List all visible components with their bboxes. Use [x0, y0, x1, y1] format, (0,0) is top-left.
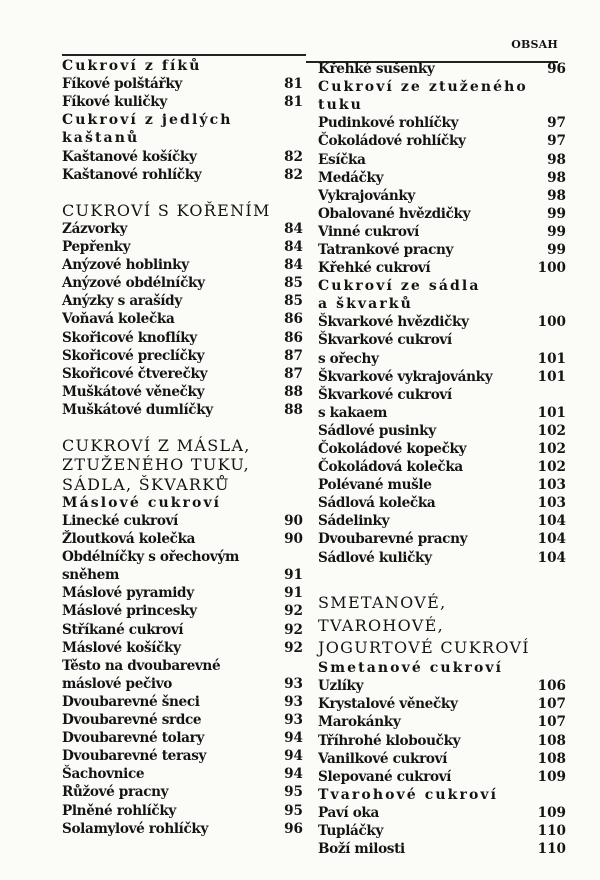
- page-number: 87: [284, 347, 303, 364]
- page-number: 101: [537, 404, 566, 421]
- toc-entry: [62, 274, 305, 292]
- page-number: 96: [284, 820, 303, 837]
- toc-entry: [318, 768, 568, 786]
- top-rule-left: [62, 54, 306, 56]
- toc-entry: [62, 220, 305, 238]
- toc-entry: [318, 512, 568, 530]
- page-number: 102: [537, 459, 566, 476]
- page-number: 87: [284, 365, 303, 382]
- toc-entry: [318, 350, 568, 368]
- page-number: 82: [284, 148, 303, 165]
- page-number: 90: [284, 531, 303, 548]
- page-number: 81: [284, 76, 303, 93]
- toc-entry: [62, 292, 305, 310]
- toc-entry: [318, 386, 568, 404]
- entry-title: CUKROVÍ Z MÁSLA,: [62, 436, 251, 456]
- entry-title: sněhem: [62, 567, 120, 584]
- entry-title: Plněné rohlíčky: [62, 802, 176, 819]
- toc-entry: [62, 329, 305, 347]
- toc-entry: [318, 440, 568, 458]
- page-number: 93: [284, 712, 303, 729]
- toc-entry: [62, 584, 305, 602]
- entry-title: Dvoubarevné srdce: [62, 712, 202, 729]
- page-number: 86: [284, 311, 303, 328]
- entry-title: Škvarkové vykrajovánky: [318, 368, 493, 385]
- chapter-heading: [318, 592, 568, 615]
- entry-title: Vinné cukroví: [318, 223, 419, 240]
- page-number: 85: [284, 275, 303, 292]
- page-number: 108: [537, 750, 566, 767]
- page-number: 101: [537, 368, 566, 385]
- toc-entry: [318, 205, 568, 223]
- entry-title: Žloutková kolečka: [62, 531, 196, 548]
- toc-entry: [318, 549, 568, 567]
- page-number: 93: [284, 693, 303, 710]
- toc-entry: [318, 241, 568, 259]
- toc-entry: [62, 365, 305, 383]
- toc-entry: [62, 693, 305, 711]
- page-number: 82: [284, 166, 303, 183]
- entry-title: máslové pečivo: [62, 675, 173, 692]
- toc-entry: [62, 657, 305, 675]
- page-number: 84: [284, 221, 303, 237]
- entry-title: Cukroví z jedlých: [62, 112, 233, 129]
- toc-entry: [318, 750, 568, 768]
- page-number: 103: [537, 495, 566, 512]
- page-number: 104: [537, 549, 566, 566]
- page-number: 102: [537, 441, 566, 458]
- toc-entry: [62, 765, 305, 783]
- entry-title: Růžové pracny: [62, 784, 169, 801]
- entry-title: Šachovnice: [62, 766, 145, 783]
- toc-entry: [318, 530, 568, 548]
- toc-entry: [318, 169, 568, 187]
- entry-title: Boží milosti: [318, 841, 405, 858]
- toc-entry: [318, 677, 568, 695]
- page-number: 101: [537, 350, 566, 367]
- page-number: 95: [284, 784, 303, 801]
- toc-entry: [318, 732, 568, 750]
- page-number: 84: [284, 239, 303, 256]
- entry-title: Tupláčky: [318, 823, 384, 840]
- entry-title: Muškátové věnečky: [62, 383, 205, 400]
- entry-title: SMETANOVÉ,: [318, 593, 447, 613]
- entry-title: Paví oka: [318, 804, 379, 821]
- section-heading: [318, 659, 568, 677]
- toc-entry: [62, 747, 305, 765]
- toc-entry: [318, 422, 568, 440]
- page-number: 97: [547, 115, 566, 132]
- toc-entry: [62, 783, 305, 801]
- entry-title: Škvarkové cukroví: [318, 332, 452, 349]
- toc-entry: [62, 711, 305, 729]
- entry-title: JOGURTOVÉ CUKROVÍ: [318, 638, 530, 658]
- toc-entry: [62, 256, 305, 274]
- entry-title: Linecké cukroví: [62, 513, 178, 530]
- page-number: 98: [547, 169, 566, 186]
- page-number: 94: [284, 730, 303, 747]
- toc-entry: [318, 259, 568, 277]
- entry-title: Obalované hvězdičky: [318, 205, 471, 222]
- toc-entry: [62, 801, 305, 819]
- page-number: 94: [284, 748, 303, 765]
- entry-title: Muškátové dumlíčky: [62, 401, 213, 418]
- entry-title: Čokoládové kopečky: [318, 441, 467, 458]
- entry-title: a škvarků: [318, 296, 413, 313]
- entry-title: Tříhrohé kloboučky: [318, 732, 461, 749]
- toc-entry: [318, 840, 568, 858]
- page-number: 92: [284, 639, 303, 656]
- toc-entry: [318, 132, 568, 150]
- page-number: 94: [284, 766, 303, 783]
- entry-title: Vykrajovánky: [318, 187, 415, 204]
- entry-title: Čokoládová kolečka: [318, 459, 463, 476]
- entry-title: Sádelinky: [318, 513, 390, 530]
- entry-title: Uzlíky: [318, 678, 364, 695]
- page-number: 110: [537, 841, 566, 858]
- entry-title: Krystalové věnečky: [318, 696, 458, 713]
- page-number: 109: [537, 768, 566, 785]
- page-number: 93: [284, 675, 303, 692]
- entry-title: Zázvorky: [62, 221, 128, 237]
- toc-entry: [318, 60, 568, 78]
- page-number: 86: [284, 329, 303, 346]
- page-number: 92: [284, 621, 303, 638]
- toc-entry: [62, 639, 305, 657]
- entry-title: tuku: [318, 97, 363, 114]
- page-number: 107: [537, 696, 566, 713]
- entry-title: s ořechy: [318, 350, 379, 367]
- entry-title: kaštanů: [62, 130, 140, 147]
- page-number: 91: [284, 567, 303, 584]
- section-heading: [318, 78, 568, 96]
- page-number: 98: [547, 187, 566, 204]
- page-number: 106: [537, 678, 566, 695]
- entry-title: Tatrankové pracny: [318, 241, 454, 258]
- page-number: 100: [537, 260, 566, 277]
- toc-entry: [318, 476, 568, 494]
- entry-title: Obdélníčky s ořechovým: [62, 549, 240, 566]
- toc-entry: [318, 822, 568, 840]
- toc-entry: [318, 223, 568, 241]
- entry-title: Anýzky s arašídy: [62, 293, 182, 310]
- section-heading: [62, 111, 305, 129]
- toc-entry: [318, 458, 568, 476]
- entry-title: Kaštanové košíčky: [62, 148, 197, 165]
- page-number: 110: [537, 823, 566, 840]
- toc-entry: [318, 187, 568, 205]
- page-number: 108: [537, 732, 566, 749]
- toc-entry: [62, 401, 305, 419]
- page-number: 95: [284, 802, 303, 819]
- chapter-heading: [318, 637, 568, 660]
- page-number: 99: [547, 223, 566, 240]
- entry-title: Skořicové knoflíky: [62, 329, 197, 346]
- toc-entry: [62, 566, 305, 584]
- entry-title: Anýzové hoblinky: [62, 257, 189, 274]
- entry-title: Máslové princesky: [62, 603, 197, 620]
- page-number: 96: [547, 61, 566, 78]
- section-heading: [318, 295, 568, 313]
- chapter-heading: [318, 614, 568, 637]
- toc-entry: [318, 404, 568, 422]
- entry-title: Polévané mušle: [318, 477, 432, 494]
- page-number: 107: [537, 714, 566, 731]
- entry-title: Skořicové preclíčky: [62, 347, 205, 364]
- entry-title: Vanilkové cukroví: [318, 750, 448, 767]
- entry-title: Cukroví ze ztuženého: [318, 79, 528, 96]
- entry-title: Slepované cukroví: [318, 768, 452, 785]
- page-number: 103: [537, 477, 566, 494]
- toc-entry: [62, 383, 305, 401]
- chapter-heading: [62, 475, 305, 494]
- entry-title: s kakaem: [318, 404, 388, 421]
- toc-entry: [62, 602, 305, 620]
- toc-entry: [62, 512, 305, 530]
- toc-entry: [318, 695, 568, 713]
- entry-title: Anýzové obdélníčky: [62, 275, 205, 292]
- entry-title: Fíkové polštářky: [62, 76, 182, 93]
- entry-title: Tvarohové cukroví: [318, 786, 499, 803]
- entry-title: TVAROHOVÉ,: [318, 615, 444, 635]
- page-number: 81: [284, 94, 303, 111]
- toc-entry: [62, 347, 305, 365]
- entry-title: Máslové košíčky: [62, 639, 181, 656]
- entry-title: Fíkové kuličky: [62, 94, 167, 111]
- toc-entry: [62, 147, 305, 165]
- page-number: 84: [284, 257, 303, 274]
- entry-title: Stříkané cukroví: [62, 621, 184, 638]
- toc-entry: [62, 820, 305, 838]
- entry-title: Škvarkové cukroví: [318, 386, 452, 403]
- entry-title: Sádlové kuličky: [318, 549, 432, 566]
- entry-title: Skořicové čtverečky: [62, 365, 208, 382]
- toc-entry: [62, 75, 305, 93]
- entry-title: Dvoubarevné pracny: [318, 531, 468, 548]
- page-number: 102: [537, 422, 566, 439]
- entry-title: Medáčky: [318, 169, 384, 186]
- section-heading: [62, 129, 305, 147]
- entry-title: Pepřenky: [62, 239, 131, 256]
- toc-entry: [318, 368, 568, 386]
- toc-entry: [318, 150, 568, 168]
- page-number: 100: [537, 314, 566, 331]
- page-number: 90: [284, 513, 303, 530]
- entry-title: Smetanové cukroví: [318, 660, 504, 677]
- toc-entry: [62, 548, 305, 566]
- entry-title: Čokoládové rohlíčky: [318, 133, 466, 150]
- page-number: 85: [284, 293, 303, 310]
- entry-title: Pudinkové rohlíčky: [318, 115, 459, 132]
- entry-title: Voňavá kolečka: [62, 311, 175, 328]
- toc-entry: [318, 804, 568, 822]
- entry-title: Dvoubarevné šneci: [62, 693, 200, 710]
- section-heading: [318, 96, 568, 114]
- entry-title: SÁDLA, ŠKVARKŮ: [62, 474, 230, 494]
- entry-title: Křehké cukroví: [318, 260, 431, 277]
- section-heading: [318, 277, 568, 295]
- toc-entry: [318, 713, 568, 731]
- entry-title: Těsto na dvoubarevné: [62, 657, 221, 674]
- entry-title: Sádlové pusinky: [318, 422, 436, 439]
- page-number: 88: [284, 401, 303, 418]
- toc-entry: [62, 238, 305, 256]
- toc-entry: [62, 310, 305, 328]
- page-number: 99: [547, 205, 566, 222]
- chapter-heading: [62, 201, 305, 220]
- entry-title: CUKROVÍ S KOŘENÍM: [62, 200, 271, 220]
- page-number: 97: [547, 133, 566, 150]
- section-heading: [62, 57, 305, 75]
- chapter-heading: [62, 455, 305, 474]
- section-heading: [318, 786, 568, 804]
- toc-entry: [62, 621, 305, 639]
- toc-entry: [62, 729, 305, 747]
- entry-title: Cukroví z fíků: [62, 58, 202, 75]
- entry-title: Sádlová kolečka: [318, 495, 436, 512]
- toc-column-left: [62, 57, 305, 838]
- chapter-heading: [62, 436, 305, 455]
- entry-title: Dvoubarevné terasy: [62, 748, 207, 765]
- page-number: 98: [547, 151, 566, 168]
- toc-entry: [318, 313, 568, 331]
- toc-entry: [62, 93, 305, 111]
- toc-entry: [318, 114, 568, 132]
- page-number: 109: [537, 804, 566, 821]
- toc-column-right: [318, 60, 568, 858]
- toc-entry: [318, 494, 568, 512]
- entry-title: Cukroví ze sádla: [318, 278, 481, 295]
- entry-title: ZTUŽENÉHO TUKU,: [62, 455, 251, 475]
- entry-title: Esíčka: [318, 151, 366, 168]
- page-number: 104: [537, 513, 566, 530]
- entry-title: Křehké sušenky: [318, 61, 435, 78]
- page-number: 91: [284, 585, 303, 602]
- page-number: 99: [547, 241, 566, 258]
- section-heading: [62, 494, 305, 512]
- page-number: 92: [284, 603, 303, 620]
- toc-entry: [62, 530, 305, 548]
- toc-entry: [318, 331, 568, 349]
- entry-title: Solamylové rohlíčky: [62, 820, 209, 837]
- toc-entry: [62, 675, 305, 693]
- entry-title: Dvoubarevné tolary: [62, 730, 205, 747]
- toc-entry: [62, 166, 305, 184]
- entry-title: Máslové cukroví: [62, 494, 222, 511]
- entry-title: Máslové pyramidy: [62, 585, 194, 602]
- entry-title: Škvarkové hvězdičky: [318, 314, 469, 331]
- entry-title: Kaštanové rohlíčky: [62, 166, 202, 183]
- page-number: 104: [537, 531, 566, 548]
- running-header: OBSAH: [511, 38, 558, 51]
- entry-title: Marokánky: [318, 714, 401, 731]
- page-number: 88: [284, 383, 303, 400]
